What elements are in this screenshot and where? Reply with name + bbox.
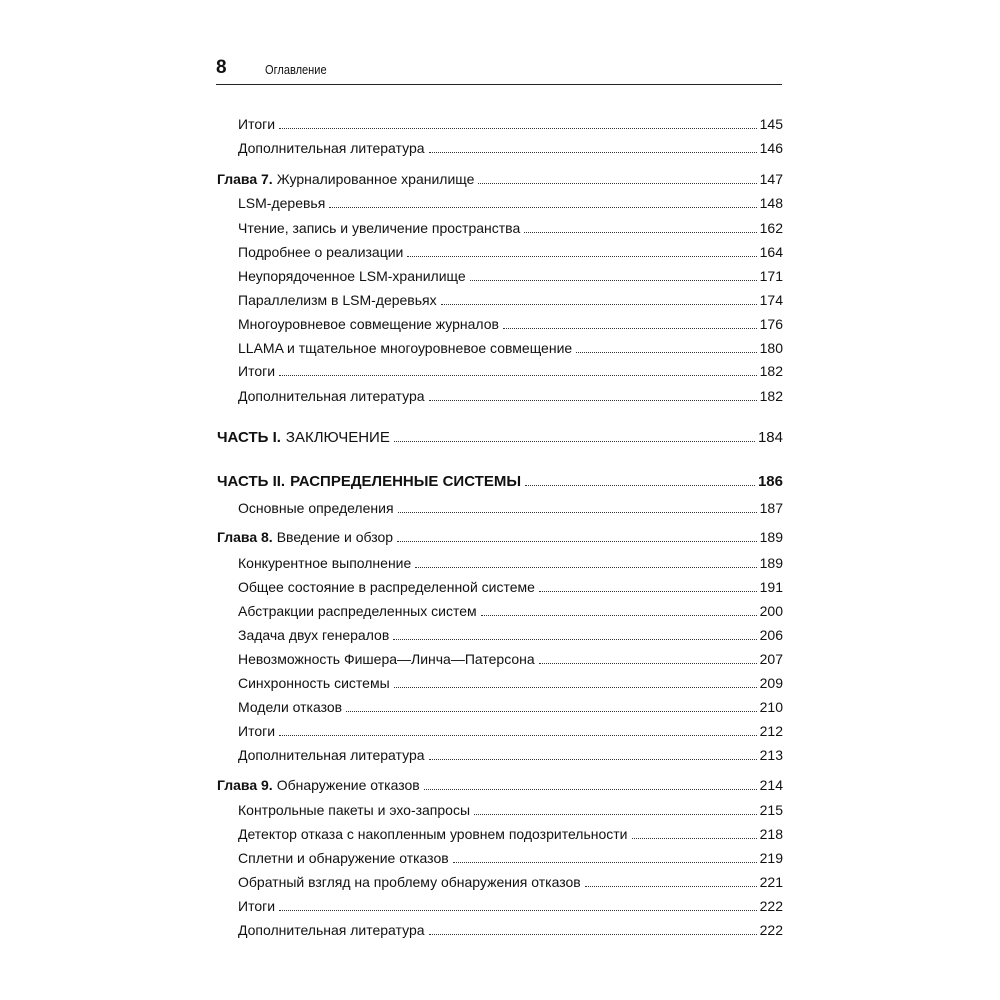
toc-entry-page: 207: [759, 651, 783, 667]
toc-entry-title: РАСПРЕДЕЛЕННЫЕ СИСТЕМЫ: [290, 473, 522, 490]
toc-chapter: [217, 527, 783, 547]
toc-entry: [238, 745, 783, 765]
dot-leader: [481, 615, 757, 616]
toc-entry-page: 206: [759, 627, 783, 643]
toc-entry-title: Сплетни и обнаружение отказов: [238, 850, 449, 866]
toc-entry-title: Абстракции распределенных систем: [238, 603, 477, 619]
toc-entry: [238, 242, 783, 262]
toc-entry-page: 218: [759, 826, 783, 842]
dot-leader: [503, 328, 757, 329]
toc-entry: [238, 800, 783, 820]
toc-part: [217, 428, 783, 448]
toc-entry-page: 189: [759, 555, 783, 571]
toc-entry-page: 162: [759, 220, 783, 236]
toc-entry-page: 221: [759, 874, 783, 890]
toc-entry-title: Конкурентное выполнение: [238, 555, 412, 571]
toc-entry-page: 215: [759, 802, 783, 818]
dot-leader: [393, 639, 756, 640]
dot-leader: [429, 400, 757, 401]
dot-leader: [576, 352, 756, 353]
toc-entry-page: 147: [759, 171, 783, 187]
dot-leader: [429, 759, 757, 760]
toc-entry-page: 212: [759, 723, 783, 739]
dot-leader: [478, 183, 756, 184]
toc-entry: [238, 138, 783, 158]
toc-entry: [238, 721, 783, 741]
toc-entry-title: LLAMA и тщательное многоуровневое совмещение: [238, 340, 573, 356]
toc-entry: [238, 266, 783, 286]
toc-entry-title: Обратный взгляд на проблему обнаружения отказов: [238, 874, 581, 890]
dot-leader: [525, 485, 755, 486]
dot-leader: [279, 735, 757, 736]
toc-entry-title: Задача двух генералов: [238, 627, 390, 643]
dot-leader: [470, 280, 757, 281]
part-number: ЧАСТЬ I.: [217, 429, 281, 446]
toc-entry: [238, 896, 783, 916]
toc-entry: [238, 577, 783, 597]
toc-entry-page: 180: [759, 340, 783, 356]
toc-entry-title: Неупорядоченное LSM-хранилище: [238, 268, 466, 284]
dot-leader: [279, 375, 757, 376]
toc-entry-page: 222: [759, 922, 783, 938]
dot-leader: [279, 128, 757, 129]
toc-entry: [238, 673, 783, 693]
toc-entry-title: Синхронность системы: [238, 675, 390, 691]
dot-leader: [524, 232, 756, 233]
toc-entry-page: 209: [759, 675, 783, 691]
toc-entry-page: 186: [757, 473, 783, 490]
toc-entry-title: Журналированное хранилище: [276, 171, 475, 187]
toc-entry: [238, 361, 783, 381]
toc-entry: [238, 697, 783, 717]
toc-entry: [238, 218, 783, 238]
toc-entry-page: 213: [759, 747, 783, 763]
toc-entry-page: 219: [759, 850, 783, 866]
dot-leader: [539, 591, 757, 592]
part-number: ЧАСТЬ II.: [217, 473, 286, 490]
dot-leader: [329, 207, 756, 208]
toc-entry: [238, 625, 783, 645]
dot-leader: [585, 886, 757, 887]
toc-chapter: [217, 169, 783, 189]
toc-entry: [238, 498, 783, 518]
chapter-number: Глава 9.: [217, 777, 273, 793]
toc-entry-title: Подробнее о реализации: [238, 244, 404, 260]
toc-entry: [238, 553, 783, 573]
toc-entry: [238, 114, 783, 134]
toc-entry: [238, 824, 783, 844]
toc-entry-page: 146: [759, 140, 783, 156]
toc-entry-title: Итоги: [238, 363, 276, 379]
toc-entry-page: 222: [759, 898, 783, 914]
dot-leader: [394, 441, 755, 442]
toc-entry: [238, 290, 783, 310]
toc-entry-title: Дополнительная литература: [238, 140, 425, 156]
toc-entry-page: 191: [759, 579, 783, 595]
dot-leader: [397, 541, 757, 542]
toc-entry-title: Многоуровневое совмещение журналов: [238, 316, 499, 332]
dot-leader: [632, 838, 757, 839]
toc-entry-page: 210: [759, 699, 783, 715]
toc-entry-page: 184: [757, 429, 783, 446]
toc-entry-page: 187: [759, 500, 783, 516]
toc-entry-title: Обнаружение отказов: [276, 777, 420, 793]
toc-entry-page: 200: [759, 603, 783, 619]
toc-entry-title: Дополнительная литература: [238, 747, 425, 763]
toc-entry: [238, 193, 783, 213]
dot-leader: [279, 910, 757, 911]
toc-entry: [238, 848, 783, 868]
toc-entry: [238, 872, 783, 892]
toc-entry-title: Детектор отказа с накопленным уровнем подозрительности: [238, 826, 628, 842]
dot-leader: [398, 512, 757, 513]
toc-entry-title: Введение и обзор: [276, 529, 394, 545]
toc-entry-title: Параллелизм в LSM-деревьях: [238, 292, 437, 308]
toc-entry-page: 171: [759, 268, 783, 284]
toc-entry-title: Общее состояние в распределенной системе: [238, 579, 535, 595]
toc-entry: [238, 601, 783, 621]
toc-entry-page: 182: [759, 363, 783, 379]
page-number: 8: [216, 57, 227, 78]
toc-entry-page: 214: [759, 777, 783, 793]
toc-entry: [238, 649, 783, 669]
dot-leader: [346, 711, 757, 712]
dot-leader: [407, 256, 756, 257]
running-title: Оглавление: [265, 62, 327, 77]
toc-entry-title: ЗАКЛЮЧЕНИЕ: [285, 429, 390, 446]
toc-entry: [238, 920, 783, 940]
dot-leader: [474, 814, 757, 815]
dot-leader: [415, 567, 756, 568]
toc-entry-title: Итоги: [238, 898, 276, 914]
toc-entry-page: 148: [759, 195, 783, 211]
dot-leader: [441, 304, 757, 305]
toc-entry-title: Модели отказов: [238, 699, 343, 715]
dot-leader: [429, 934, 757, 935]
toc-entry-title: Основные определения: [238, 500, 394, 516]
toc-entry-title: Невозможность Фишера—Линча—Патерсона: [238, 651, 535, 667]
toc-entry-title: Чтение, запись и увеличение пространства: [238, 220, 521, 236]
toc-entry-page: 176: [759, 316, 783, 332]
toc-entry-title: Контрольные пакеты и эхо-запросы: [238, 802, 471, 818]
toc-chapter: [217, 775, 783, 795]
toc-entry: [238, 338, 783, 358]
toc-entry-page: 189: [759, 529, 783, 545]
toc-entry-title: Итоги: [238, 116, 276, 132]
toc-entry: [238, 314, 783, 334]
chapter-number: Глава 8.: [217, 529, 273, 545]
chapter-number: Глава 7.: [217, 171, 273, 187]
toc-entry-page: 145: [759, 116, 783, 132]
dot-leader: [429, 152, 757, 153]
toc-entry: [238, 386, 783, 406]
toc-entry-page: 174: [759, 292, 783, 308]
toc-entry-title: Дополнительная литература: [238, 922, 425, 938]
toc-entry-title: LSM-деревья: [238, 195, 326, 211]
toc-entry-page: 164: [759, 244, 783, 260]
toc-entry-title: Итоги: [238, 723, 276, 739]
dot-leader: [453, 862, 757, 863]
dot-leader: [539, 663, 757, 664]
dot-leader: [424, 789, 757, 790]
toc-entry-title: Дополнительная литература: [238, 388, 425, 404]
toc-entry-page: 182: [759, 388, 783, 404]
dot-leader: [394, 687, 757, 688]
toc-part: [217, 472, 783, 492]
